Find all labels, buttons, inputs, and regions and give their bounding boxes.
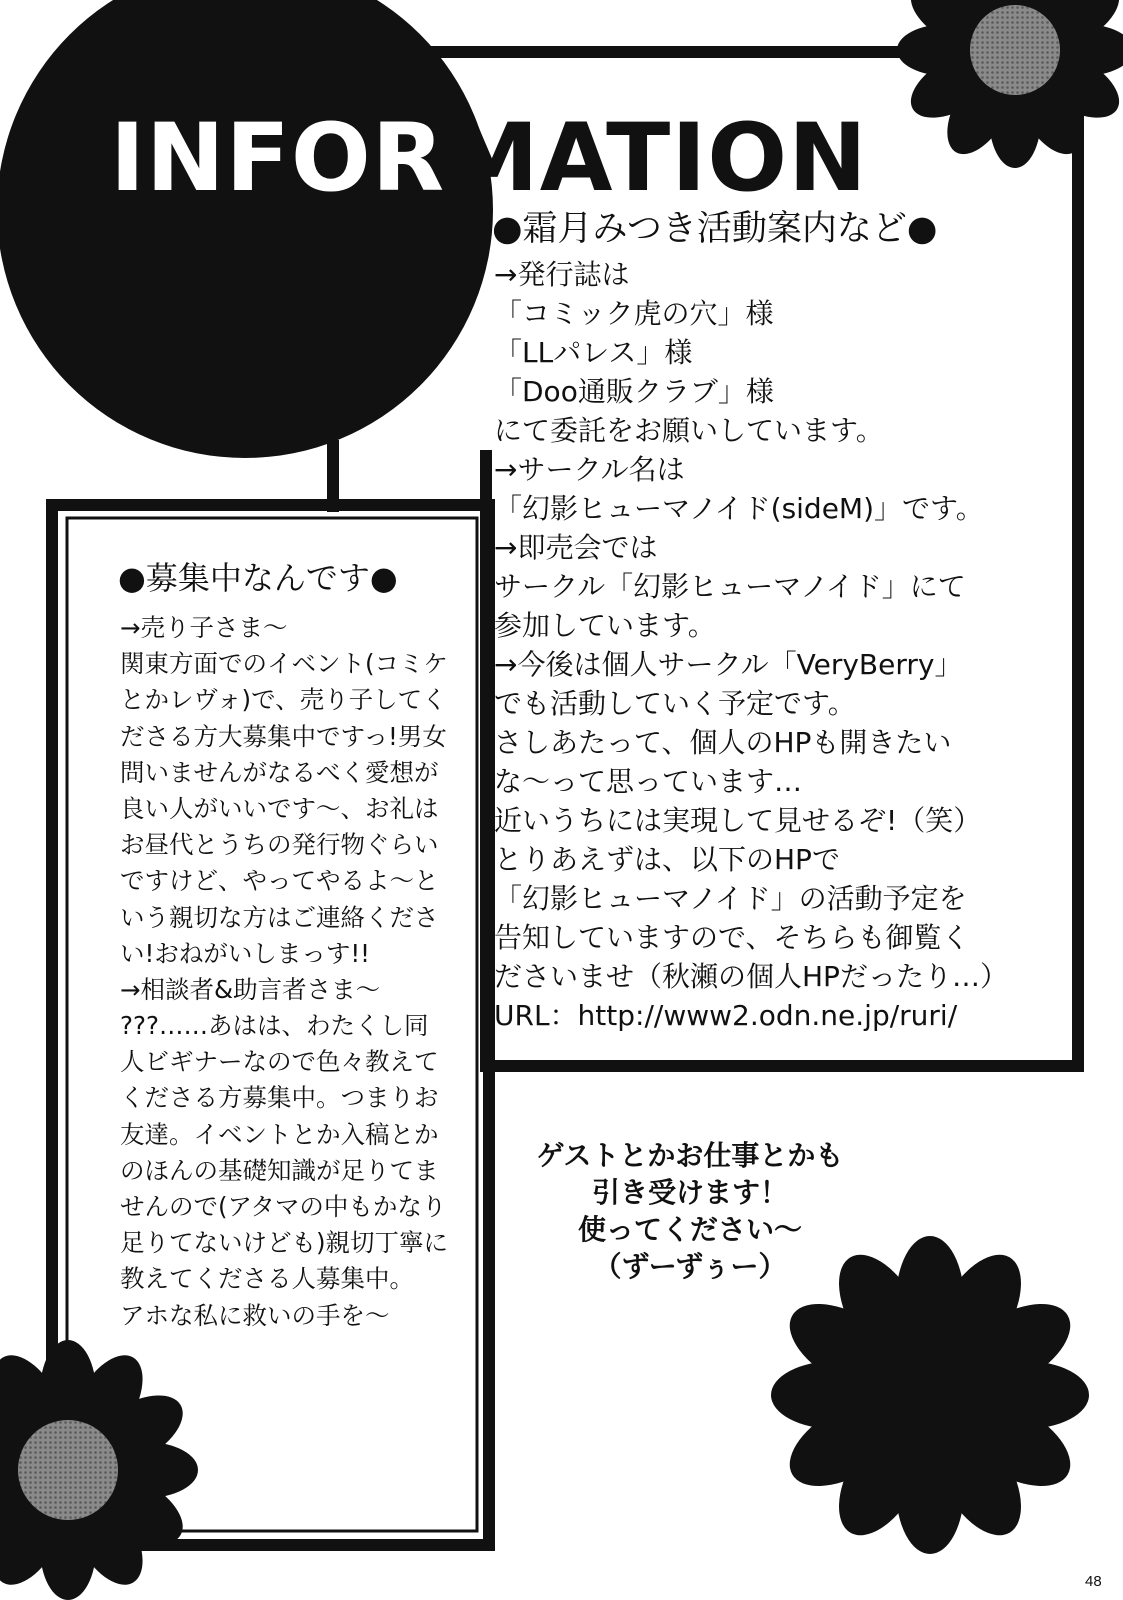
page-number: 48: [1085, 1573, 1102, 1590]
recruit-line: ださる方大募集中ですっ!男女: [120, 721, 447, 751]
activity-line: 「Doo通販クラブ」様: [494, 375, 774, 408]
activity-url[interactable]: URL：http://www2.odn.ne.jp/ruri/: [494, 999, 958, 1032]
activity-line: サークル「幻影ヒューマノイド」にて: [494, 570, 966, 603]
activity-heading: ●霜月みつき活動案内など●: [492, 209, 938, 249]
activity-line: 「コミック虎の穴」様: [494, 297, 774, 330]
activity-line: 「幻影ヒューマノイド(sideM)」です。: [494, 492, 984, 525]
activity-line: →発行誌は: [494, 258, 630, 291]
activity-line: にて委託をお願いしています。: [494, 414, 884, 447]
activity-line: →即売会では: [494, 531, 658, 564]
page-title: [110, 104, 868, 213]
guest-line: 引き受けます！: [591, 1176, 788, 1209]
activity-line: →サークル名は: [494, 453, 685, 486]
recruit-line: ですけど、やってやるよ〜と: [120, 866, 439, 896]
recruit-line: 人ビギナーなので色々教えて: [120, 1047, 439, 1077]
recruit-line: ???……あはは、わたくし同: [120, 1011, 429, 1041]
recruit-line: →相談者&助言者さま〜: [120, 974, 381, 1004]
guest-line: ゲストとかお仕事とかも: [536, 1139, 844, 1172]
activity-line: とりあえずは、以下のHPで: [494, 843, 840, 876]
recruit-line: お昼代とうちの発行物ぐらい: [120, 830, 439, 860]
flower-bottom-left: [0, 1340, 198, 1600]
activity-line: な〜って思っています…: [494, 765, 803, 798]
recruit-line: とかレヴォ)で、売り子してく: [120, 685, 447, 715]
activity-line: ださいませ（秋瀬の個人HPだったり…）: [494, 960, 1008, 993]
recruit-line: 関東方面でのイベント(コミケ: [120, 649, 449, 679]
activity-line: 参加しています。: [494, 609, 716, 642]
title-black-circle: [0, 0, 493, 458]
activity-line: でも活動していく予定です。: [494, 687, 856, 720]
recruit-line: 友達。イベントとか入稿とか: [120, 1119, 439, 1149]
recruit-line: い!おねがいしまっす!!: [120, 938, 370, 968]
activity-line: 告知していますので、そちらも御覧く: [494, 921, 970, 954]
recruit-line: 足りてないけども)親切丁寧に: [120, 1228, 449, 1258]
recruit-body: [120, 610, 448, 1334]
guest-note: [520, 1137, 860, 1285]
flower-top-right: [897, 0, 1123, 168]
activity-line: さしあたって、個人のHPも開きたい: [494, 726, 952, 759]
activity-line: 「幻影ヒューマノイド」の活動予定を: [494, 882, 967, 915]
recruit-line: 教えてくださる人募集中。: [120, 1264, 414, 1294]
recruit-line: →売り子さま〜: [120, 613, 288, 642]
activity-line: 近いうちには実現して見せるぞ!（笑）: [494, 804, 982, 837]
guest-line: 使ってください〜: [577, 1213, 802, 1246]
recruit-heading: ●募集中なんです●: [118, 559, 398, 597]
recruit-line: アホな私に救いの手を〜: [120, 1300, 390, 1330]
recruit-line: いう親切な方はご連絡くださ: [120, 902, 439, 932]
recruit-line: 良い人がいいです〜、お礼は: [120, 793, 439, 823]
recruit-line: くださる方募集中。つまりお: [120, 1083, 439, 1113]
title-part-white: INFOR: [110, 104, 446, 213]
recruit-line: せんので(アタマの中もかなり: [120, 1192, 447, 1221]
recruit-line: 問いませんがなるべく愛想が: [120, 757, 439, 787]
recruit-line: のほんの基礎知識が足りてま: [120, 1155, 439, 1185]
activity-line: 「LLパレス」様: [494, 336, 693, 369]
guest-line: （ずーずぅー）: [593, 1250, 787, 1283]
activity-body: [494, 255, 1008, 1035]
activity-line: →今後は個人サークル「VeryBerry」: [494, 648, 963, 681]
title-part-black: MATION: [445, 104, 868, 213]
